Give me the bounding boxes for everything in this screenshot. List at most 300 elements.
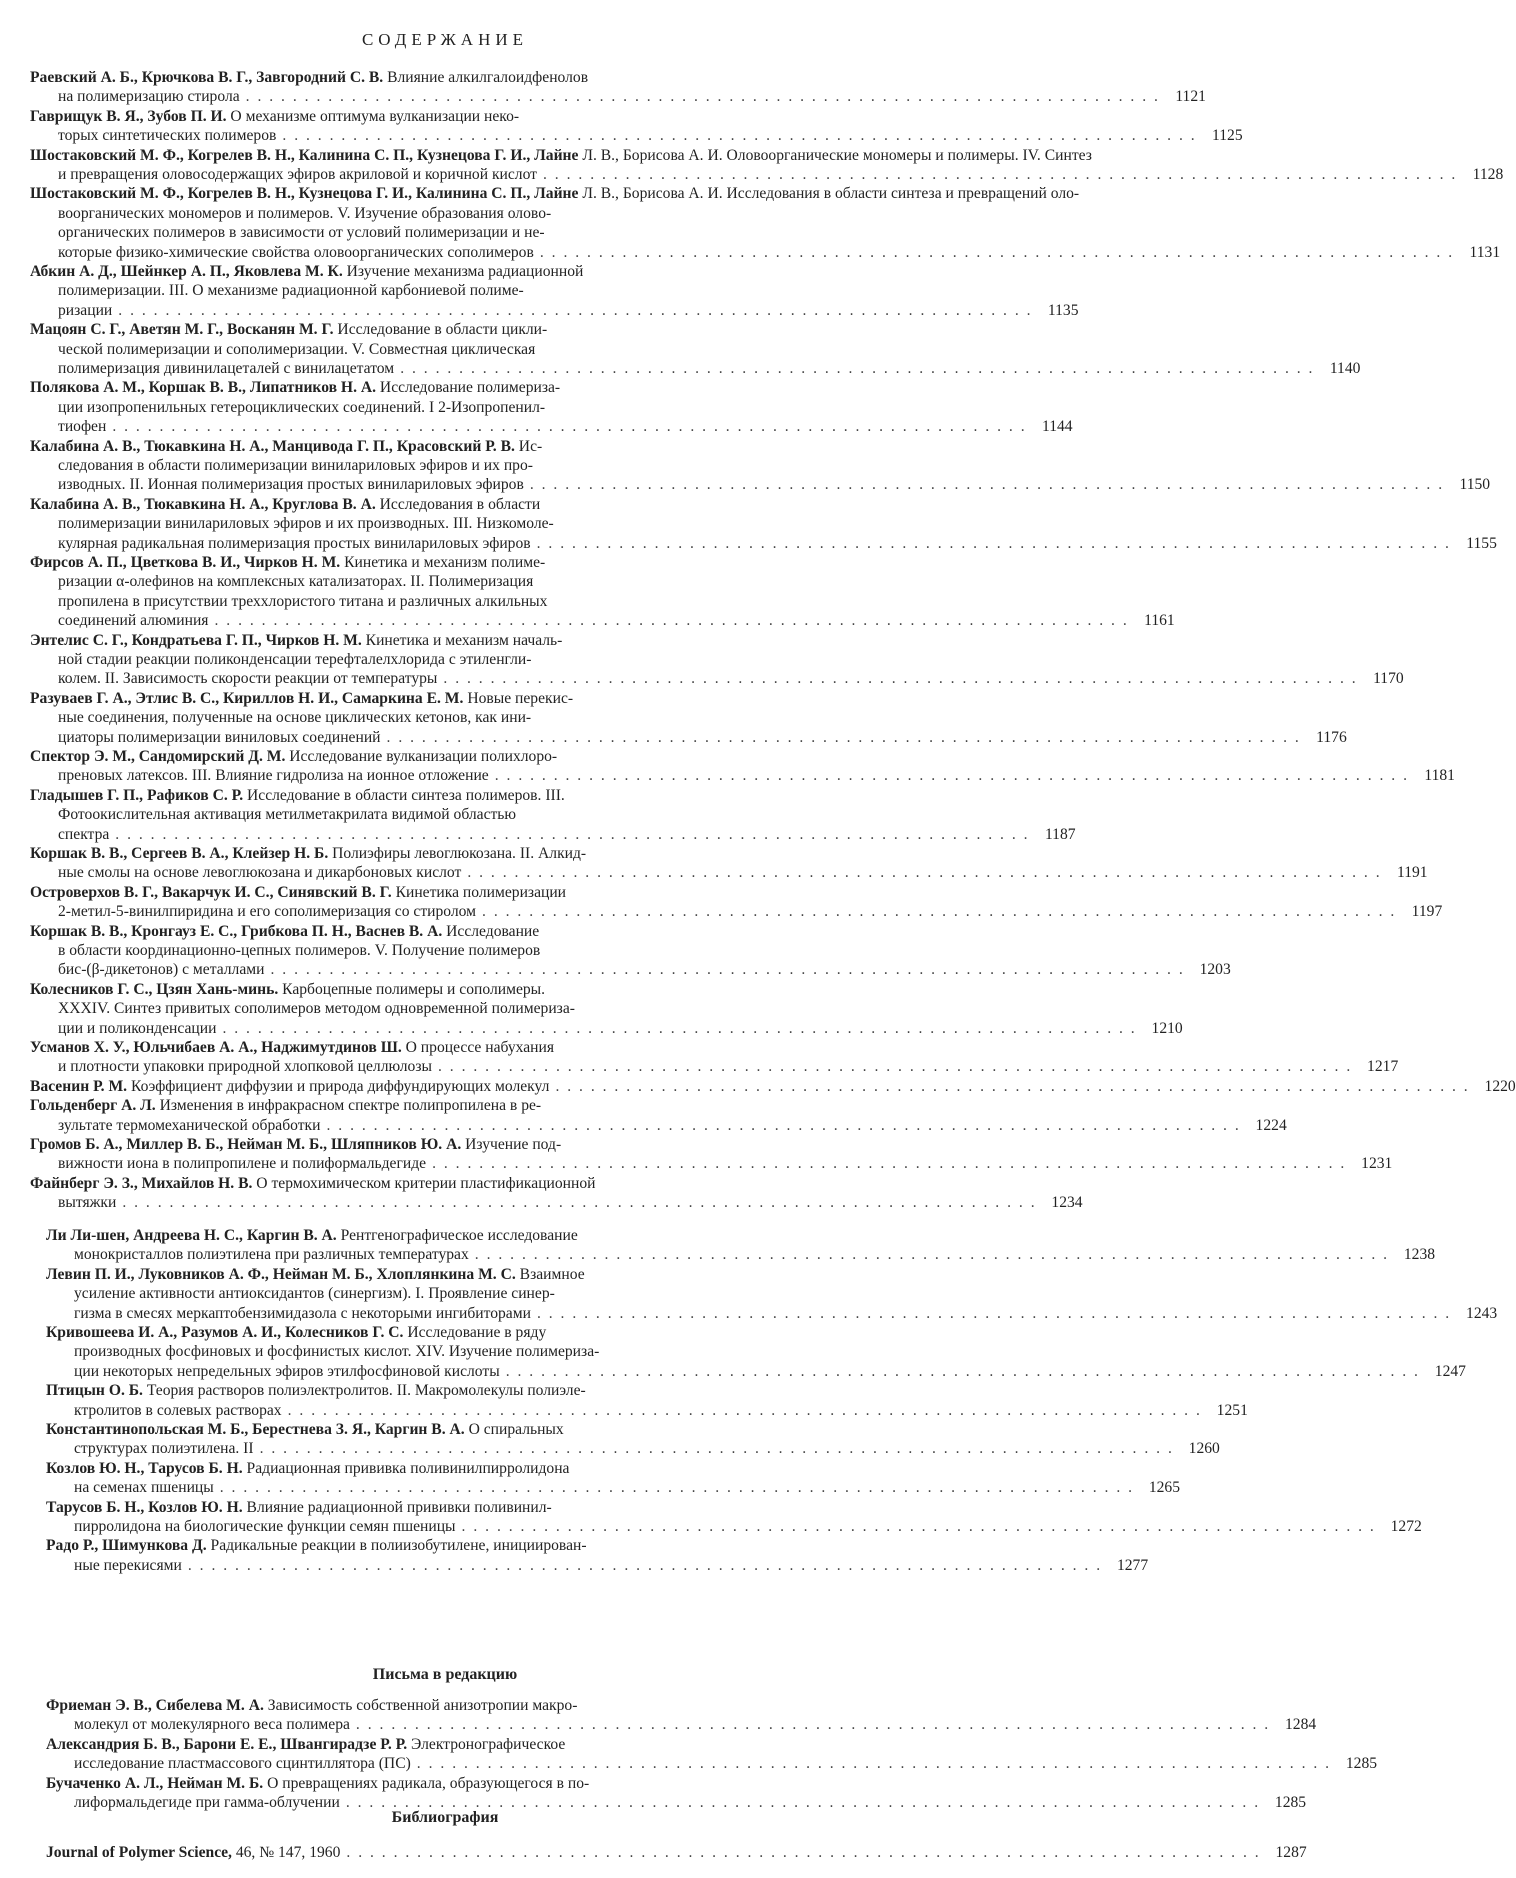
toc-entry-page: 1238 <box>1403 1246 1436 1264</box>
toc-leader-dots <box>482 902 1396 921</box>
toc-leader-dots <box>260 1439 1174 1458</box>
toc-entry <box>46 1696 1317 1735</box>
page-title: СОДЕРЖАНИЕ <box>361 30 529 49</box>
toc-entry <box>30 437 1491 495</box>
toc-entry-lines <box>30 437 1491 495</box>
toc-entry-lines <box>30 844 1428 883</box>
toc-entry-page: 1125 <box>1212 127 1243 145</box>
toc-entry-title-start: Л. В., Борисова А. И. Исследования в области синтеза и превращений оло- <box>578 185 1080 203</box>
toc-entry-page: 1121 <box>1175 88 1206 106</box>
toc-leader-dots <box>214 611 1128 630</box>
toc-entry-author-line <box>46 1696 870 1715</box>
toc-entry-title-start: Влияние радиационной прививки поливинил- <box>242 1498 552 1516</box>
toc-entry-author-line <box>30 553 860 572</box>
toc-entry-title-start: О превращениях радикала, образующегося в по- <box>263 1774 590 1792</box>
toc-entry-lines <box>30 320 1361 378</box>
toc-entry-lines <box>46 1265 1498 1323</box>
toc-entry-final-line <box>30 669 1404 688</box>
toc-entry-title-end: молекул от молекулярного веса полимера <box>74 1716 350 1734</box>
toc-entry-lines <box>46 1498 1422 1537</box>
toc-entry-lines <box>30 1174 1083 1213</box>
toc-entry <box>30 1174 1083 1213</box>
toc-entry <box>30 1077 1516 1096</box>
toc-entry-lines <box>46 1381 1248 1420</box>
toc-entry-page: 1191 <box>1396 864 1428 882</box>
toc-entry-author-line <box>46 1459 870 1478</box>
toc-entry-page: 1217 <box>1367 1058 1399 1076</box>
toc-entry <box>30 107 1243 146</box>
toc-leader-dots <box>118 301 1032 320</box>
toc-entry-final-line <box>46 1715 1317 1734</box>
toc-entry-title-end <box>30 1077 549 1096</box>
toc-entry <box>30 1135 1393 1174</box>
toc-entry-title-line: ции изопропенильных гетероциклических соединений. I 2-Изопропенил- <box>58 398 546 416</box>
toc-entry-lines <box>30 495 1497 553</box>
toc-entry-authors: Полякова А. М., Коршак В. В., Липатников Н. А. <box>30 379 377 397</box>
toc-entry-author-line <box>30 1174 860 1193</box>
toc-entry <box>30 262 1079 320</box>
toc-entry-title-end: торых синтетических полимеров <box>58 127 277 145</box>
toc-entry-page: 1203 <box>1199 961 1231 979</box>
toc-leader-dots <box>467 863 1381 882</box>
toc-entry-title-end: и плотности упаковки природной хлопковой целлюлозы <box>58 1058 432 1076</box>
toc-entry-lines <box>46 1420 1220 1459</box>
toc-entry-authors: Спектор Э. М., Сандомирский Д. М. <box>30 748 286 765</box>
toc-entry-final-line <box>30 417 1073 436</box>
toc-entry-lines <box>30 980 1183 1038</box>
toc-entry-final-line <box>30 87 1206 106</box>
toc-entry-author-line <box>30 631 860 650</box>
toc-leader-dots <box>122 1193 1036 1212</box>
toc-leader-dots <box>112 417 1026 436</box>
toc-entry-page: 1277 <box>1116 1556 1149 1574</box>
toc-entry-page: 1284 <box>1285 1716 1317 1734</box>
toc-entry-title-text: Коэффициент диффузии и природа диффундирующих молекул <box>127 1077 550 1095</box>
toc-leader-dots <box>188 1556 1102 1575</box>
toc-entry-final-line <box>30 863 1428 882</box>
toc-entry-title-start: Рентгенографическое исследование <box>336 1227 578 1244</box>
toc-entry-page: 1285 <box>1345 1755 1378 1773</box>
toc-entry-authors: Калабина А. В., Тюкавкина Н. А., Манцивода Г. П., Красовский Р. В. <box>30 437 515 455</box>
toc-leader-dots <box>530 475 1444 494</box>
toc-entry-final-line <box>30 611 1175 630</box>
toc-entry <box>30 68 1206 107</box>
toc-entry-authors: Коршак В. В., Сергеев В. А., Клейзер Н. Б. <box>30 845 329 862</box>
toc-entry-authors: Птицын О. Б. <box>46 1382 143 1400</box>
toc-entry-page: 1251 <box>1216 1401 1248 1419</box>
toc-entry-author-line <box>46 1498 870 1517</box>
toc-entry-author-line <box>30 146 1092 165</box>
toc-entry-title-end: ные смолы на основе левоглюкозана и дикарбоновых кислот <box>58 864 462 882</box>
toc-entry-authors: Шостаковский М. Ф., Когрелев В. Н., Калинина С. П., Кузнецова Г. И., Лайнe <box>30 146 579 164</box>
toc-entry <box>46 1536 1149 1575</box>
toc-entry-authors: Раевский А. Б., Крючкова В. Г., Завгородний С. В. <box>30 69 384 86</box>
toc-entry-title-line: ной стадии реакции поликонденсации терефталелхлорида с этиленгли- <box>58 650 532 668</box>
toc-entry-authors: Александрия Б. В., Барони Е. Е., Швангирадзе Р. Р. <box>46 1735 408 1753</box>
toc-entry-authors: Гладышев Г. П., Рафиков С. Р. <box>30 786 244 804</box>
toc-entry-title-start: Взаимное <box>515 1265 585 1283</box>
toc-entry-title-end <box>46 1843 340 1862</box>
toc-entry <box>46 1226 1436 1265</box>
toc-entry-lines <box>30 883 1443 922</box>
toc-entry-title-end: лиформальдегиде при гамма-облучении <box>74 1793 340 1811</box>
toc-entry-final-line <box>30 243 1501 262</box>
toc-entry <box>46 1774 1307 1813</box>
toc-entry-author-line <box>30 262 860 281</box>
toc-leader-dots <box>537 534 1451 553</box>
toc-entry-lines <box>46 1323 1466 1381</box>
toc-entry-title-end: соединений алюминия <box>58 612 209 630</box>
toc-entry-title-end: кулярная радикальная полимеризация простых виниларилoвых эфиров <box>58 534 531 552</box>
toc-entry-title-end: вижности иона в полипропилене и полиформальдегиде <box>58 1155 427 1173</box>
toc-entry-author-line <box>30 68 860 87</box>
toc-entry <box>30 378 1073 436</box>
toc-entry-title-start: О механизме оптимума вулканизации неко- <box>226 107 520 125</box>
toc-entry-title-line: Фотоокислительная активация метилметакрилата видимой областью <box>58 806 517 824</box>
toc-entry-author-line <box>46 1265 870 1284</box>
toc-entry-title-start: О процессе набухания <box>401 1039 555 1056</box>
toc-entry-title-end: исследование пластмассового сцинтиллятора (ПС) <box>74 1755 411 1773</box>
toc-entry-title-start: Полиэфиры левоглюкозана. II. Алкид- <box>328 845 587 862</box>
toc-entry-author-line <box>30 844 860 863</box>
toc-entry-final-line <box>30 359 1361 378</box>
toc-entry-authors: Островерхов В. Г., Вакарчук И. С., Синявский В. Г. <box>30 883 392 901</box>
toc-entry-title-end: колем. II. Зависимость скорости реакции от температуры <box>58 670 438 688</box>
toc-entry-author-line <box>30 883 860 902</box>
toc-entry <box>30 689 1347 747</box>
toc-entry-page: 1181 <box>1424 767 1455 785</box>
toc-entry-author-line <box>30 1135 860 1154</box>
toc-entry-page: 1285 <box>1274 1793 1307 1811</box>
toc-entry-title-start: Исследование вулканизации полихлоро- <box>285 748 558 765</box>
toc-entry <box>46 1843 1307 1862</box>
toc-leader-dots <box>475 1245 1389 1264</box>
toc-leader-dots <box>282 126 1196 145</box>
toc-entry <box>30 631 1404 689</box>
toc-entry <box>30 1038 1399 1077</box>
toc-entry-title-start: Исследование в области синтеза полимеров. III. <box>243 786 565 804</box>
toc-entry-authors: Левин П. И., Луковников А. Ф., Нейман М. Б., Хлоплянкина М. С. <box>46 1265 516 1283</box>
toc-entry-final-line <box>46 1362 1466 1381</box>
toc-entry-author-line <box>46 1735 870 1754</box>
toc-entry-final-line <box>30 766 1455 785</box>
toc-entry-final-line <box>30 165 1504 184</box>
toc-entry-page: 1224 <box>1255 1116 1287 1134</box>
toc-entry-final-line <box>30 534 1497 553</box>
toc-entry <box>30 553 1175 631</box>
toc-leader-dots <box>495 766 1409 785</box>
toc-entry-lines <box>30 553 1175 631</box>
toc-entry-final-line <box>46 1556 1149 1575</box>
toc-entry-page: 1187 <box>1044 825 1076 843</box>
toc-entry-author-line <box>30 495 860 514</box>
toc-entry-lines <box>30 1135 1393 1174</box>
toc-entry-title-start: Исследования в области <box>375 495 541 513</box>
toc-entry <box>30 883 1443 922</box>
toc-entry-title-line: ческой полимеризации и сополимеризации. V. Совместная циклическая <box>58 340 536 358</box>
toc-entry-author-line <box>30 747 860 766</box>
toc-entry-final-line <box>46 1401 1248 1420</box>
toc-entry-final-line <box>30 1019 1183 1038</box>
toc-entry-lines <box>30 631 1404 689</box>
toc-leader-dots <box>346 1843 1260 1862</box>
toc-entry-lines <box>30 68 1206 107</box>
toc-entry-authors: Колесников Г. С., Цзян Хань-минь. <box>30 980 279 998</box>
toc-entry-author-line <box>30 378 860 397</box>
toc-entry-authors: Громов Б. А., Миллер В. Б., Нейман М. Б., Шляпников Ю. А. <box>30 1136 462 1153</box>
toc-entry-title-start: Радикальные реакции в полиизобутилене, инициирован- <box>206 1537 587 1555</box>
toc-entry-page: 1144 <box>1041 418 1073 436</box>
toc-entry <box>30 495 1497 553</box>
toc-entry-author-line <box>30 184 1080 203</box>
toc-entry-title-start: Исследование <box>442 922 540 940</box>
toc-entry <box>46 1498 1422 1537</box>
toc-entry-title-end: ризации <box>58 301 113 319</box>
toc-entry-authors: Усманов Х. У., Юльчибаев А. А., Наджимутдинов Ш. <box>30 1039 402 1056</box>
toc-entry-title-start: Радиационная прививка поливинилпирролидона <box>242 1459 570 1477</box>
toc-entry-lines <box>46 1843 1307 1862</box>
toc-entry-lines <box>30 689 1347 747</box>
toc-leader-dots <box>417 1754 1331 1773</box>
section-heading-letters: Письма в редакцию <box>372 1666 518 1683</box>
toc-entry-title-end: зультате термомеханической обработки <box>58 1116 321 1134</box>
toc-leader-dots <box>432 1154 1346 1173</box>
toc-entry-final-line <box>30 1154 1393 1173</box>
toc-entry-author-line <box>30 1038 860 1057</box>
toc-entry-page: 1247 <box>1434 1362 1466 1380</box>
toc-entry-page: 1265 <box>1148 1479 1181 1497</box>
toc-entry-lines <box>30 184 1501 262</box>
toc-entry-authors: Фриеман Э. В., Сибелева М. А. <box>46 1697 264 1714</box>
toc-entry-authors: Ли Ли-шен, Андреева Н. С., Каргин В. А. <box>46 1227 337 1244</box>
toc-leader-dots <box>462 1517 1376 1536</box>
toc-entry-authors: Гольденберг А. Л. <box>30 1097 156 1115</box>
toc-leader-dots <box>270 960 1184 979</box>
toc-entry-authors: Коршак В. В., Кронгауз Е. С., Грибкова П. Н., Васнев В. А. <box>30 922 443 940</box>
toc-entry-final-line <box>30 301 1079 320</box>
toc-entry-title-start: Влияние алкилгалоидфенолов <box>383 69 589 86</box>
toc-entry-title-line: XXXIV. Синтез привитых сополимеров методом одновременной полимериза- <box>58 1000 575 1018</box>
toc-entry-title-line: производных фосфиновых и фосфинистых кислот. XIV. Изучение полимериза- <box>74 1343 600 1361</box>
toc-entry <box>46 1420 1220 1459</box>
toc-entry-title-end: спектра <box>58 825 110 843</box>
toc-entry-final-line <box>30 728 1347 747</box>
toc-entry-final-line <box>46 1439 1220 1458</box>
toc-leader-dots <box>288 1401 1202 1420</box>
toc-entry <box>30 146 1504 185</box>
toc-entry-final-line <box>30 126 1243 145</box>
toc-entry-final-line <box>30 475 1491 494</box>
toc-entry-title-line: ные соединения, полученные на основе циклических кетонов, как ини- <box>58 709 532 727</box>
toc-entry-final-line <box>30 825 1076 844</box>
toc-entry-authors: Энтелис С. Г., Кондратьева Г. П., Чирков Н. М. <box>30 631 362 649</box>
toc-entry-authors: Козлов Ю. Н., Тарусов Б. Н. <box>46 1459 243 1477</box>
toc-entry-title-start: Электронографическое <box>407 1735 566 1753</box>
toc-leader-dots <box>220 1478 1134 1497</box>
toc-entry-title-line: органических полимеров в зависимости от условий полимеризации и не- <box>58 224 545 242</box>
toc-entry-title-start: Кинетика и механизм полиме- <box>340 554 546 571</box>
toc-entry <box>46 1381 1248 1420</box>
toc-entry-page: 1260 <box>1188 1440 1220 1458</box>
toc-entry-title-line: воорганических мономеров и полимеров. V. Изучение образования оловo- <box>58 204 552 222</box>
toc-entry-title-end: ктролитов в солевых растворах <box>74 1401 282 1419</box>
toc-entry-authors: Мацоян С. Г., Аветян М. Г., Восканян М. Г. <box>30 321 334 339</box>
toc-entry-lines <box>46 1536 1149 1575</box>
toc-entry-authors: Тарусов Б. Н., Козлов Ю. Н. <box>46 1498 243 1516</box>
toc-leader-dots <box>443 669 1357 688</box>
toc-leader-dots <box>400 359 1314 378</box>
toc-entry-authors: Константинопольская М. Б., Берестнева З. Я., Каргин В. А. <box>46 1421 465 1438</box>
toc-entry-title-line: пропилена в присутствии треххлористого титана и различных алкильных <box>58 592 548 610</box>
toc-leader-dots <box>222 1019 1136 1038</box>
toc-entry-title-end: которые физико-химические свойства оловоорганических сополимеров <box>58 243 534 261</box>
toc-entry-title-line: усиление активности антиоксидантов (синергизм). I. Проявление синер- <box>74 1285 555 1303</box>
toc-leader-dots <box>246 87 1160 106</box>
toc-entry-title-end: ции некоторых непредельных эфиров этилфосфиновой кислоты <box>74 1362 500 1380</box>
toc-entry-title-start: Исследование в ряду <box>403 1324 547 1341</box>
toc-entry <box>30 1096 1287 1135</box>
toc-entry-title-end: и превращения оловосодержащих эфиров акриловой и коричной кислот <box>58 165 537 183</box>
toc-entry-lines <box>30 922 1231 980</box>
toc-entry-authors: Кривошеева И. А., Разумов А. И., Колесников Г. С. <box>46 1324 404 1341</box>
toc-entry <box>30 184 1501 262</box>
toc-entry-title-end: ные перекисями <box>74 1556 182 1574</box>
toc-entry-lines <box>30 1038 1399 1077</box>
toc-entry-lines <box>30 747 1455 786</box>
toc-entry-lines <box>30 107 1243 146</box>
toc-entry-final-line <box>46 1304 1498 1323</box>
toc-entry-final-line <box>30 1057 1399 1076</box>
toc-entry-final-line <box>46 1478 1181 1497</box>
toc-entry-title-line: ризации α-олефинов на комплексных катализаторах. II. Полимеризация <box>58 573 534 591</box>
toc-entry-title-start: Карбоцепные полимеры и сополимеры. <box>278 980 546 998</box>
toc-entry-author-line <box>46 1381 870 1400</box>
toc-leader-dots <box>356 1715 1270 1734</box>
toc-leader-dots <box>115 825 1029 844</box>
toc-entry-authors: Абкин А. Д., Шейнкер А. П., Яковлева М. К. <box>30 263 343 280</box>
toc-entry-author-line <box>30 437 860 456</box>
toc-entry-title-end: на семенах пшеницы <box>74 1479 214 1497</box>
toc-entry-final-line <box>30 1116 1287 1135</box>
toc-entry-page: 1220 <box>1484 1077 1516 1095</box>
toc-leader-dots <box>506 1362 1420 1381</box>
toc-entry-title-line: следования в области полимеризации виниларилoвых эфиров и их про- <box>58 456 533 474</box>
toc-entry-authors: Фирсов А. П., Цветкова В. И., Чирков Н. М. <box>30 554 341 571</box>
toc-leader-dots <box>540 243 1454 262</box>
toc-entry-authors: Разуваев Г. А., Этлис В. С., Кириллов Н. И., Самаркина Е. М. <box>30 689 464 707</box>
toc-entry-title-end: 2-метил-5-винилпиридина и его сополимеризация со стиролом <box>58 903 477 921</box>
toc-entry-authors: Калабина А. В., Тюкавкина Н. А., Круглова В. А. <box>30 495 376 513</box>
toc-entry-lines <box>30 146 1504 185</box>
toc-entry-final-line <box>30 1077 1516 1096</box>
toc-entry <box>30 922 1231 980</box>
toc-entry-page: 1197 <box>1411 903 1443 921</box>
toc-leader-dots <box>326 1116 1240 1135</box>
toc-entry-authors: Journal of Polymer Science, <box>46 1844 232 1861</box>
toc-entry-page: 1155 <box>1466 534 1497 552</box>
toc-entry-title-start: Зависимость собственной анизотропии макро- <box>263 1697 578 1714</box>
toc-entry-page: 1140 <box>1329 359 1361 377</box>
toc-entry-title-end: тиофен <box>58 418 107 436</box>
toc-entry-title-start: Исследование полимериза- <box>376 379 561 397</box>
toc-entry-title-start: Изучение под- <box>461 1136 562 1153</box>
toc-leader-dots <box>543 165 1457 184</box>
toc-entry-final-line <box>30 960 1231 979</box>
toc-entry-page: 1243 <box>1466 1304 1498 1322</box>
toc-entry-title-start: Изменения в инфракрасном спектре полипропилена в ре- <box>155 1097 542 1115</box>
toc-entry-page: 1161 <box>1144 612 1175 630</box>
toc-entry-page: 1170 <box>1373 670 1404 688</box>
toc-entry-final-line <box>46 1754 1378 1773</box>
toc-entry-title-end: на полимеризацию стирола <box>58 88 240 106</box>
toc-entry-page: 1234 <box>1051 1194 1083 1212</box>
toc-entry-title-start: О спиральных <box>464 1421 564 1438</box>
toc-entry-author-line <box>30 922 860 941</box>
toc-entry-authors: Гаврищук В. Я., Зубов П. И. <box>30 107 227 125</box>
toc-entry-title-end: вытяжки <box>58 1194 117 1212</box>
toc-entry-final-line <box>46 1245 1436 1264</box>
toc-entry-page: 1231 <box>1361 1155 1393 1173</box>
toc-entry-page: 1135 <box>1047 301 1079 319</box>
toc-entry <box>46 1265 1498 1323</box>
toc-entry-title-end: циаторы полимеризации виниловых соединений <box>58 728 381 746</box>
toc-entry-title-line: в области координационно-цепных полимеров. V. Получение полимеров <box>58 941 541 959</box>
toc-entry-author-line <box>46 1323 870 1342</box>
toc-entry-final-line <box>46 1843 1307 1862</box>
toc-entry-author-line <box>30 320 860 339</box>
toc-entry <box>46 1323 1466 1381</box>
toc-entry <box>30 786 1076 844</box>
toc-entry-page: 1287 <box>1275 1844 1307 1861</box>
toc-entry-title-end: монокристаллов полиэтилена при различных температурах <box>74 1246 469 1264</box>
toc-entry-title-start: Кинетика и механизм началь- <box>361 631 563 649</box>
toc-entry-title-start: Кинетика полимеризации <box>391 883 567 901</box>
toc-entry-page: 1128 <box>1472 165 1504 183</box>
toc-entry <box>30 747 1455 786</box>
toc-entry-final-line <box>30 902 1443 921</box>
toc-entry-title-start: О термохимическом критерии пластификационной <box>252 1174 596 1192</box>
toc-entry-author-line <box>30 980 860 999</box>
toc-entry-lines <box>30 262 1079 320</box>
toc-entry <box>46 1735 1378 1774</box>
toc-entry-author-line <box>46 1420 870 1439</box>
toc-entry-lines <box>46 1735 1378 1774</box>
toc-entry-author-line <box>30 689 860 708</box>
toc-entry-authors: Файнберг Э. З., Михайлов Н. В. <box>30 1174 253 1192</box>
toc-entry-final-line <box>46 1517 1422 1536</box>
toc-entry-title-text: 46, № 147, 1960 <box>231 1844 341 1861</box>
toc-entry-title-start: Исследование в области цикли- <box>333 321 548 339</box>
toc-entry-author-line <box>46 1226 870 1245</box>
toc-entry-author-line <box>46 1774 870 1793</box>
toc-entry-lines <box>46 1774 1307 1813</box>
toc-entry-lines <box>30 786 1076 844</box>
toc-entry-title-start: Ис- <box>514 437 543 455</box>
toc-entry-title-end: изводных. II. Ионная полимеризация простых виниларилoвых эфиров <box>58 476 524 494</box>
toc-entry-title-end: гизма в смесях меркаптобензимидазола с некоторыми ингибиторами <box>74 1304 531 1322</box>
toc-leader-dots <box>438 1057 1352 1076</box>
toc-entry-lines <box>30 1096 1287 1135</box>
toc-entry-authors: Васенин Р. М. <box>30 1077 128 1095</box>
toc-entry-page: 1150 <box>1459 476 1491 494</box>
toc-entry-title-end: пирролидона на биологические функции семян пшеницы <box>74 1517 456 1535</box>
toc-entry-final-line <box>30 1193 1083 1212</box>
toc-entry <box>30 320 1361 378</box>
toc-entry-title-start: Изучение механизма радиационной <box>342 263 584 280</box>
toc-entry <box>30 844 1428 883</box>
toc-entry-title-end: полимеризация дивинилацеталей с винилацетатом <box>58 359 395 377</box>
toc-entry-page: 1176 <box>1316 728 1347 746</box>
